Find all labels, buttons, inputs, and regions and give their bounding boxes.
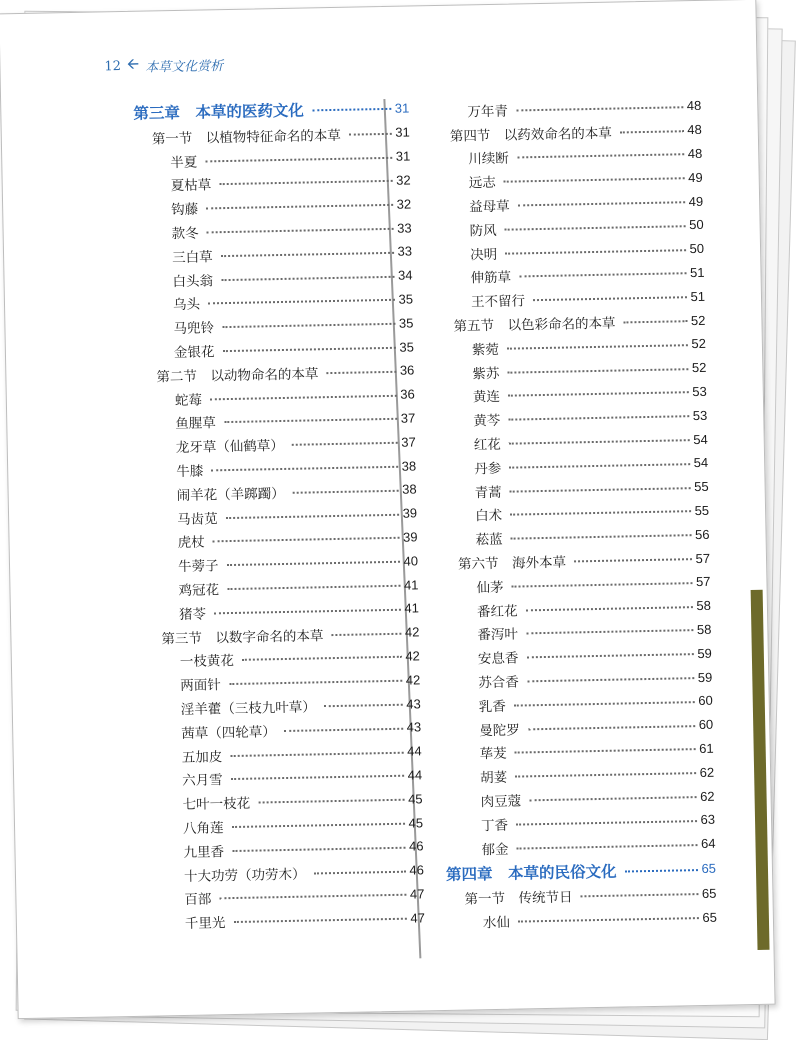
- toc-entry-label: 水仙: [482, 914, 511, 932]
- toc-entry-label: 远志: [468, 175, 496, 192]
- dot-leader: [226, 513, 399, 518]
- dot-leader: [518, 201, 685, 206]
- toc-entry-page-number: 62: [699, 764, 715, 780]
- toc-entry-page-number: 57: [695, 574, 711, 590]
- toc-entry-page-number: 63: [700, 812, 716, 828]
- dot-leader: [580, 893, 698, 897]
- toc-entry-label: 马兜铃: [173, 320, 215, 338]
- toc-entry-page-number: 38: [401, 457, 417, 474]
- toc-entry-label: 牛蒡子: [177, 558, 219, 576]
- dot-leader: [525, 606, 692, 611]
- toc-entry-label: 荜茇: [479, 746, 507, 763]
- page-number: 12: [104, 59, 122, 75]
- dot-leader: [510, 487, 691, 492]
- dot-leader: [518, 917, 699, 922]
- toc-entry-page-number: 48: [686, 98, 702, 114]
- dot-leader: [224, 418, 397, 423]
- toc-entry-page-number: 59: [697, 669, 713, 685]
- toc-entry-page-number: 43: [406, 695, 421, 712]
- toc-entry-page-number: 35: [399, 339, 415, 355]
- toc-entry-label: 曼陀罗: [479, 722, 520, 739]
- toc-entry-label: 鸡冠花: [178, 582, 220, 600]
- toc-entry-page-number: 52: [691, 360, 707, 376]
- toc-entry-label: 白术: [475, 508, 503, 525]
- toc-entry-page-number: 31: [395, 148, 411, 164]
- toc-entry-label: 第一节 以植物特征命名的本草: [151, 127, 341, 148]
- toc-entry-page-number: 47: [410, 910, 425, 926]
- toc-entry-page-number: 44: [407, 743, 422, 759]
- toc-entry-label: 王不留行: [470, 293, 526, 311]
- toc-entry-label: 第六节 海外本草: [457, 554, 567, 573]
- back-arrow-icon: 🡨: [126, 54, 140, 73]
- dot-leader: [515, 749, 696, 754]
- dot-leader: [514, 701, 695, 706]
- toc-entry-label: 夏枯草: [170, 177, 212, 195]
- toc-entry-label: 肉豆蔻: [480, 793, 522, 811]
- dot-leader: [232, 847, 405, 852]
- toc-entry-label: 鱼腥草: [175, 415, 216, 433]
- toc-entry-page-number: 36: [400, 386, 415, 402]
- toc-entry-page-number: 51: [690, 288, 706, 304]
- toc-entry-page-number: 41: [403, 576, 419, 593]
- toc-entry-page-number: 55: [694, 502, 710, 519]
- toc-entry-label: 三白草: [171, 249, 213, 266]
- toc-entry-page-number: 48: [687, 122, 702, 138]
- toc-entry-page-number: 31: [394, 99, 410, 116]
- toc-entry-label: 丹参: [474, 460, 502, 478]
- dot-leader: [505, 225, 686, 230]
- toc-entry-label: 安息香: [477, 650, 519, 668]
- toc-entry-page-number: 35: [398, 291, 414, 307]
- toc-entry-page-number: 37: [400, 410, 416, 426]
- toc-entry-page-number: 60: [698, 716, 714, 733]
- dot-leader: [293, 490, 399, 494]
- dot-leader: [211, 466, 398, 472]
- dot-leader: [313, 870, 405, 874]
- toc-entry-label: 第四章 本草的民俗文化: [445, 861, 617, 884]
- dot-leader: [516, 106, 683, 111]
- dot-leader: [207, 228, 394, 234]
- toc-entry-page-number: 52: [691, 336, 707, 352]
- dot-leader: [232, 823, 405, 828]
- toc-entry-label: 紫苏: [472, 365, 500, 382]
- toc-entry-label: 半夏: [170, 154, 198, 171]
- toc-entry-page-number: 39: [402, 505, 418, 521]
- toc-entry-page-number: 60: [698, 693, 713, 709]
- toc-entry-page-number: 45: [408, 814, 424, 831]
- toc-entry-page-number: 44: [407, 767, 423, 783]
- toc-entry-page-number: 55: [694, 478, 709, 495]
- toc-entry-label: 益母草: [469, 198, 510, 216]
- toc-entry-page-number: 54: [693, 455, 709, 471]
- toc-entry-label: 六月雪: [182, 772, 223, 790]
- dot-leader: [528, 725, 695, 730]
- toc-entry-page-number: 46: [408, 838, 424, 854]
- toc-entry-label: 第三章 本草的医药文化: [133, 100, 305, 123]
- toc-entry-label: 闹羊花（羊踯躅）: [176, 485, 285, 504]
- toc-entry-label: 第五节 以色彩命名的本草: [453, 315, 616, 335]
- dot-leader: [284, 728, 403, 732]
- dot-leader: [620, 130, 684, 133]
- dot-leader: [515, 772, 696, 777]
- toc-entry-label: 钩藤: [171, 201, 199, 219]
- dot-leader: [219, 894, 406, 900]
- toc-entry-label: 九里香: [183, 843, 225, 861]
- toc-entry-page-number: 32: [396, 196, 412, 212]
- toc-entry-label: 第二节 以动物命名的本草: [156, 366, 319, 386]
- toc-entry-page-number: 61: [699, 740, 714, 756]
- toc-entry-label: 茜草（四轮草）: [181, 723, 276, 742]
- dot-leader: [214, 609, 401, 615]
- toc-entry-label: 五加皮: [181, 748, 223, 766]
- toc-entry-label: 仙茅: [476, 579, 504, 597]
- dot-leader: [508, 415, 689, 420]
- dot-leader: [222, 323, 395, 328]
- dot-leader: [511, 582, 692, 587]
- toc-entry-label: 苏合香: [478, 674, 520, 692]
- toc-entry-label: 紫菀: [471, 341, 500, 359]
- toc-entry-label: 蛇莓: [174, 392, 203, 409]
- toc-entry-label: 防风: [469, 222, 497, 240]
- toc-entry-page-number: 47: [409, 886, 425, 902]
- dot-leader: [623, 320, 687, 323]
- toc-entry-label: 白头翁: [172, 272, 214, 290]
- toc-left-column: [133, 95, 425, 935]
- toc-entry-page-number: 35: [398, 315, 414, 331]
- toc-entry-label: 万年青: [467, 103, 509, 121]
- dot-leader: [510, 511, 691, 516]
- toc-entry-label: 百部: [184, 891, 212, 909]
- toc-entry-page-number: 49: [688, 193, 704, 209]
- toc-entry-page-number: 32: [396, 172, 411, 188]
- toc-entry-label: 第一节 传统节日: [464, 889, 573, 908]
- toc-entry-label: 款冬: [171, 225, 199, 243]
- dot-leader: [349, 133, 392, 136]
- toc-entry-label: 黄连: [472, 389, 501, 406]
- toc-entry-page-number: 36: [399, 362, 415, 379]
- dot-leader: [205, 157, 392, 163]
- dot-leader: [517, 844, 698, 849]
- book-spine-edge: [751, 590, 770, 950]
- toc-entry-page-number: 53: [692, 383, 707, 400]
- toc-entry-label: 番红花: [476, 603, 518, 620]
- dot-leader: [222, 347, 395, 352]
- toc-entry-page-number: 65: [701, 885, 717, 901]
- toc-entry-page-number: 62: [699, 788, 715, 804]
- dot-leader: [526, 653, 693, 658]
- dot-leader: [519, 273, 686, 278]
- dot-leader: [227, 561, 400, 566]
- toc-entry-page-number: 46: [409, 862, 425, 878]
- dot-leader: [206, 204, 393, 210]
- toc-entry-page-number: 65: [702, 909, 718, 925]
- toc-entry-label: 牛膝: [176, 463, 204, 481]
- dot-leader: [505, 249, 686, 254]
- dot-leader: [526, 630, 693, 635]
- toc-entry-label: 第四节 以药效命名的本草: [449, 125, 612, 145]
- toc-entry-label: 川续断: [468, 151, 509, 168]
- toc-entry-page-number: 42: [404, 624, 420, 640]
- toc-entry-page-number: 59: [697, 645, 712, 661]
- dot-leader: [516, 820, 697, 825]
- toc-entry-page-number: 45: [407, 791, 423, 807]
- dot-leader: [221, 275, 394, 280]
- running-header: [104, 52, 223, 79]
- dot-leader: [292, 442, 398, 446]
- toc-entry-label: 虎杖: [177, 534, 205, 552]
- toc-entry-page-number: 39: [402, 529, 418, 545]
- dot-leader: [219, 180, 392, 185]
- toc-entry-page-number: 58: [696, 621, 712, 637]
- dot-leader: [509, 463, 690, 468]
- toc-entry-page-number: 33: [397, 243, 413, 260]
- dot-leader: [242, 656, 402, 661]
- toc-entry-page-number: 50: [689, 241, 705, 257]
- toc-entry-label: 伸筋草: [470, 270, 512, 287]
- toc-entry-label: 淫羊藿（三枝九叶草）: [180, 699, 316, 719]
- toc-entry-page-number: 53: [692, 407, 708, 423]
- toc-entry-label: 菘蓝: [475, 532, 503, 549]
- toc-entry-page-number: 40: [403, 553, 419, 569]
- dot-leader: [230, 751, 403, 756]
- toc-right-column: [431, 94, 717, 934]
- dot-leader: [227, 585, 400, 590]
- toc-herb-entry[interactable]: [447, 905, 717, 934]
- toc-entry-page-number: 34: [397, 267, 413, 283]
- book-title: 本草文化赏析: [145, 59, 224, 76]
- toc-entry-page-number: 49: [688, 169, 703, 185]
- dot-leader: [210, 394, 397, 400]
- toc-entry-page-number: 38: [402, 481, 417, 498]
- dot-leader: [258, 799, 404, 804]
- dot-leader: [527, 677, 694, 682]
- toc-entry-page-number: 33: [396, 220, 412, 236]
- toc-entry-label: 胡荽: [480, 769, 508, 787]
- dot-leader: [511, 534, 692, 539]
- dot-leader: [533, 296, 687, 301]
- dot-leader: [229, 680, 402, 685]
- dot-leader: [233, 918, 406, 923]
- toc-entry-page-number: 31: [395, 124, 410, 141]
- toc-entry-page-number: 56: [694, 526, 710, 542]
- dot-leader: [221, 252, 394, 257]
- toc-entry-page-number: 42: [405, 672, 421, 688]
- toc-entry-label: 龙牙草（仙鹤草）: [175, 438, 284, 457]
- toc-entry-page-number: 57: [695, 550, 711, 566]
- dot-leader: [509, 439, 690, 444]
- toc-entry-label: 黄芩: [473, 413, 501, 430]
- toc-entry-page-number: 64: [700, 835, 716, 852]
- toc-entry-label: 郁金: [481, 841, 509, 858]
- dot-leader: [508, 392, 689, 397]
- toc-entry-label: 猪苓: [178, 606, 207, 623]
- toc-entry-label: 乌头: [172, 297, 201, 314]
- toc-entry-label: 一枝黄花: [179, 653, 235, 671]
- toc-entry-label: 马齿苋: [177, 510, 218, 528]
- toc-entry-label: 丁香: [480, 817, 509, 835]
- dot-leader: [324, 704, 403, 708]
- dot-leader: [574, 558, 692, 562]
- toc-herb-entry[interactable]: [149, 906, 425, 935]
- dot-leader: [624, 869, 697, 872]
- dot-leader: [312, 108, 391, 112]
- toc-entry-label: 十大功劳（功劳木）: [183, 866, 306, 885]
- dot-leader: [529, 796, 696, 801]
- toc-entry-label: 青蒿: [474, 484, 502, 501]
- toc-entry-label: 番泻叶: [477, 626, 519, 644]
- toc-entry-page-number: 43: [406, 719, 422, 735]
- dot-leader: [326, 371, 396, 374]
- dot-leader: [507, 344, 688, 349]
- toc-entry-label: 决明: [469, 246, 498, 264]
- dot-leader: [213, 537, 400, 543]
- dot-leader: [517, 154, 684, 159]
- toc-entry-page-number: 41: [404, 600, 420, 617]
- toc-entry-label: 乳香: [478, 698, 506, 716]
- toc-entry-label: 千里光: [184, 915, 226, 933]
- toc-entry-page-number: 54: [693, 431, 708, 447]
- dot-leader: [208, 299, 395, 305]
- toc-entry-label: 七叶一枝花: [182, 795, 251, 814]
- toc-entry-page-number: 58: [696, 597, 712, 614]
- toc-entry-page-number: 50: [688, 217, 704, 233]
- toc-entry-label: 两面针: [180, 677, 222, 695]
- toc-entry-page-number: 37: [401, 434, 416, 450]
- dot-leader: [504, 178, 685, 183]
- toc-entry-page-number: 65: [701, 860, 717, 877]
- toc-entry-label: 第三节 以数字命名的本草: [161, 627, 324, 647]
- toc-entry-label: 八角莲: [182, 820, 224, 837]
- toc-entry-page-number: 51: [689, 264, 705, 281]
- toc-entry-page-number: 42: [405, 648, 420, 664]
- toc-entry-page-number: 52: [690, 312, 706, 328]
- toc-entry-label: 金银花: [173, 344, 215, 362]
- dot-leader: [507, 368, 688, 373]
- toc-entry-page-number: 48: [687, 145, 703, 162]
- toc-entry-label: 红花: [473, 436, 501, 454]
- dot-leader: [331, 632, 401, 635]
- dot-leader: [231, 775, 404, 780]
